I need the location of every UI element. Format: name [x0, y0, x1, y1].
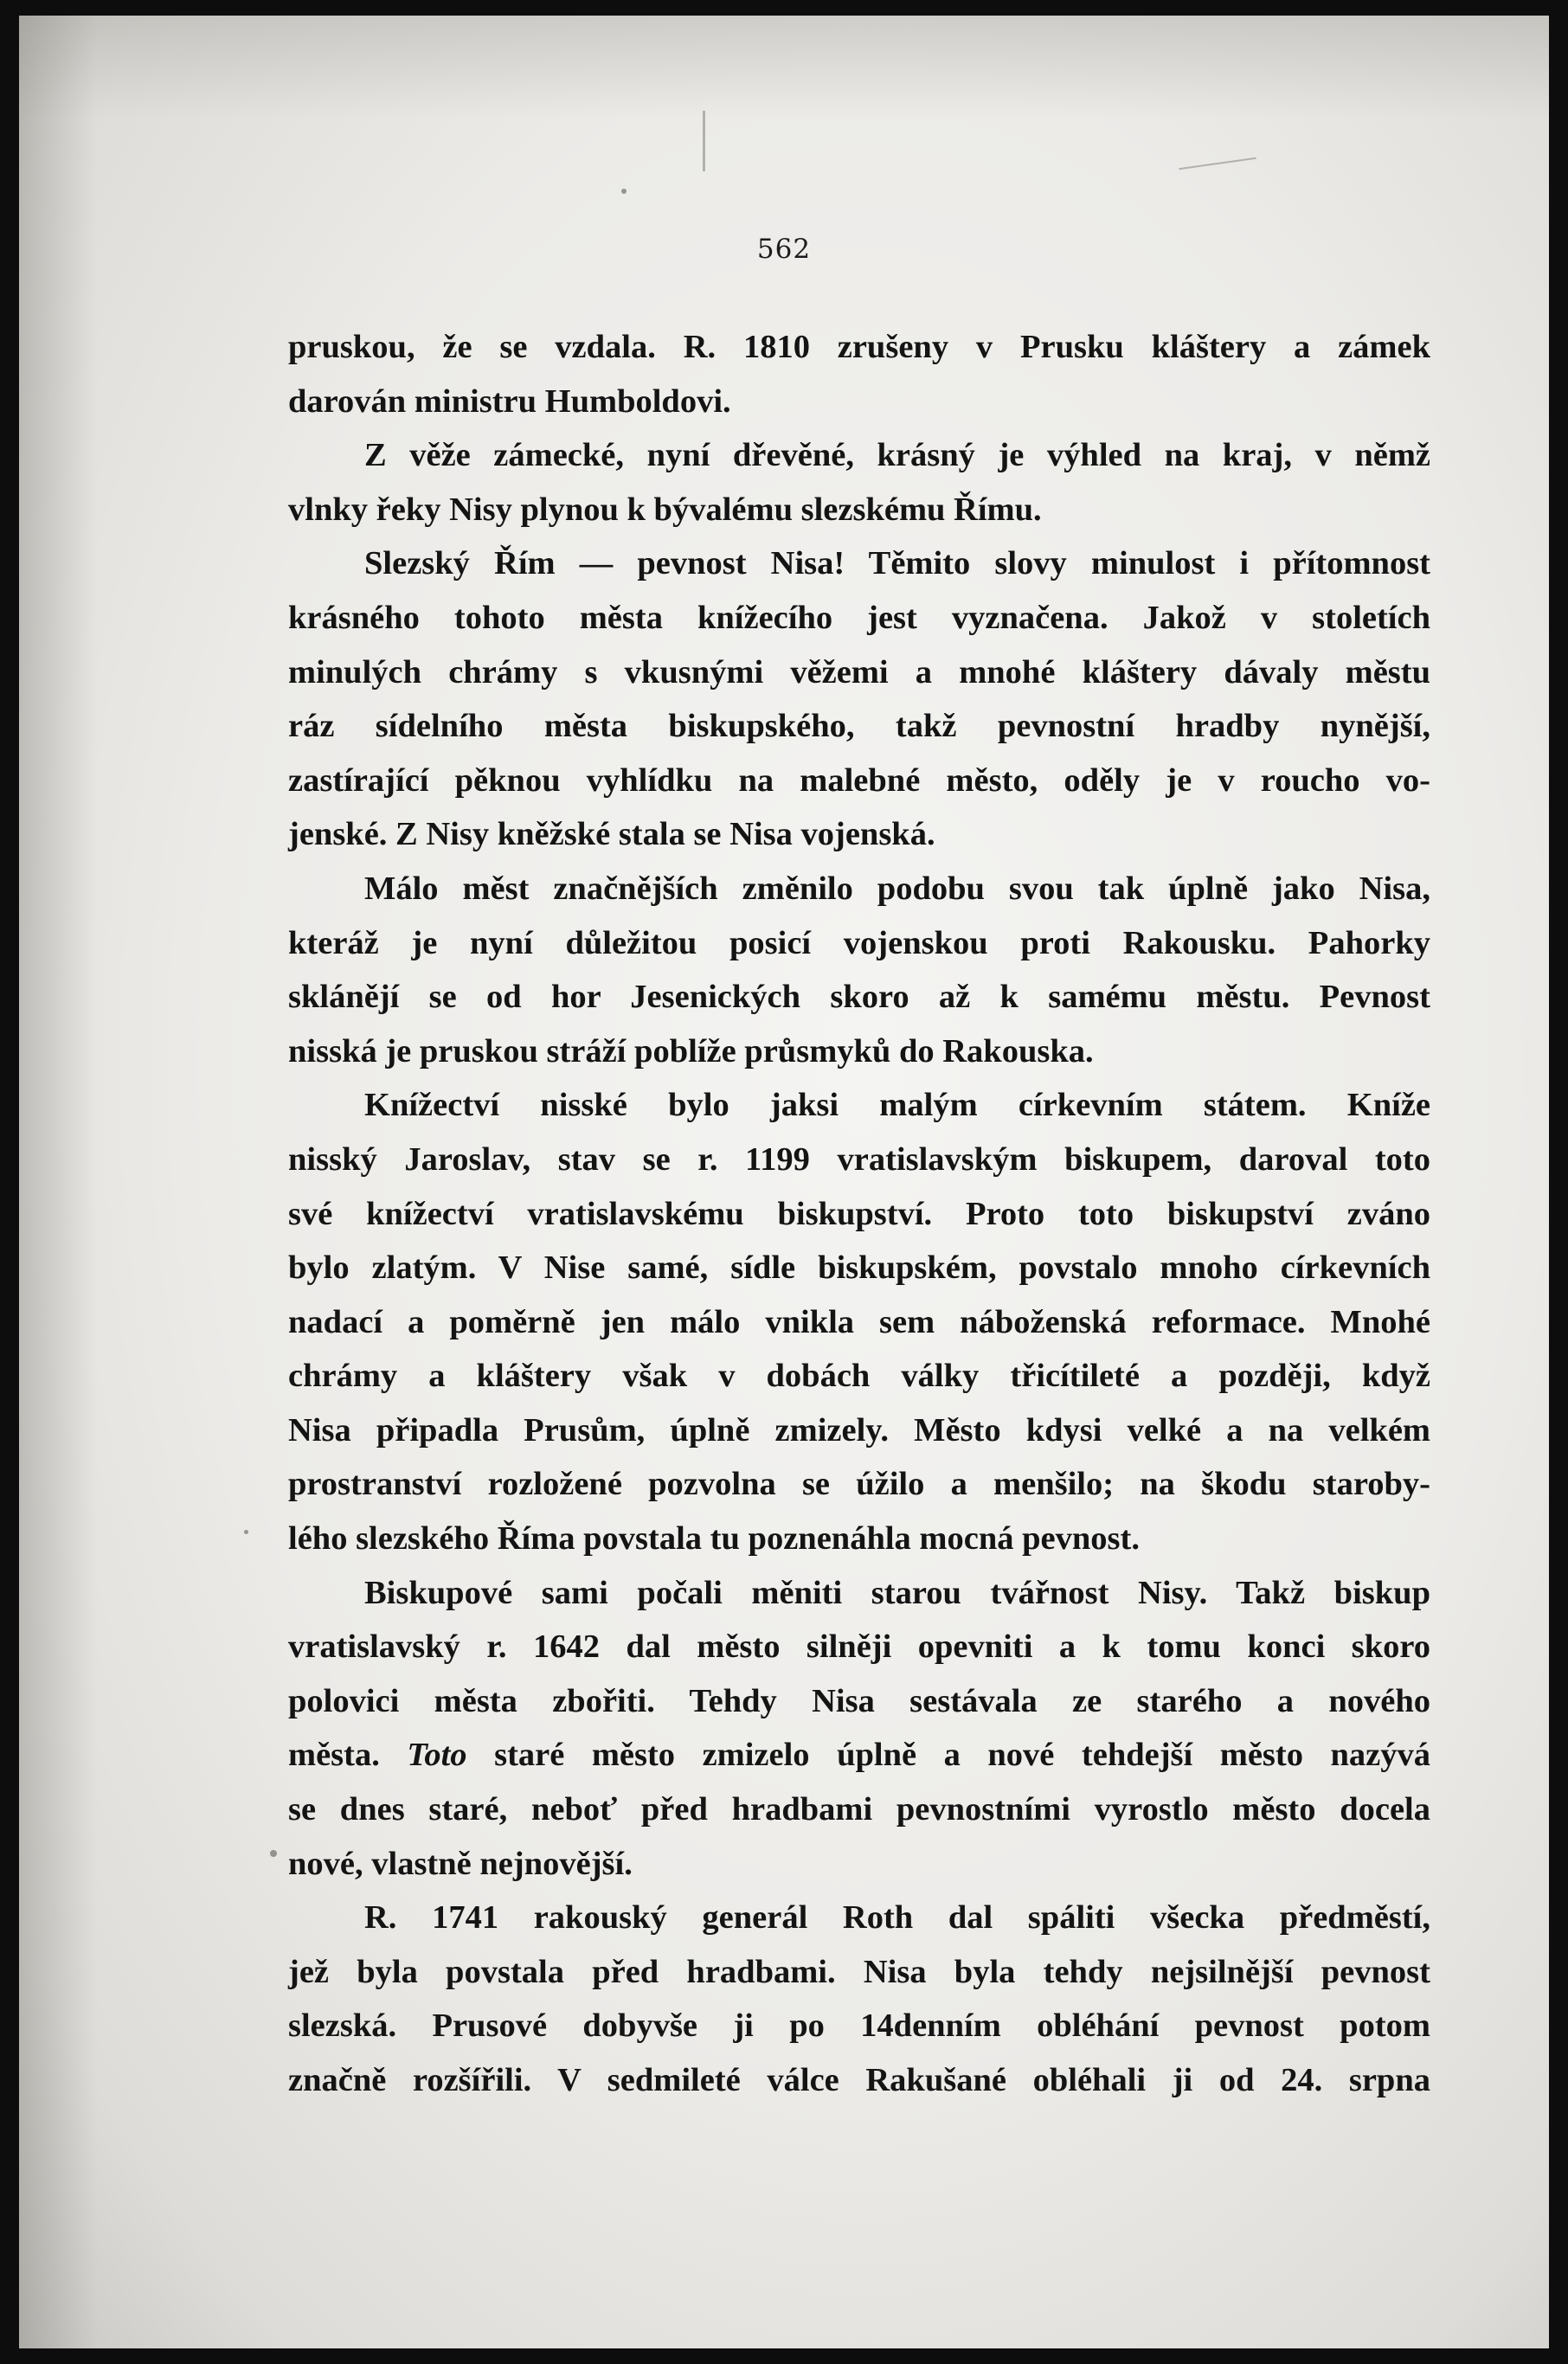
text-line: Nisa připadla Prusům, úplně zmizely. Město kdysi velké a na velkém	[288, 1411, 1430, 1449]
text-line: nisský Jaroslav, stav se r. 1199 vratislavským biskupem, daroval toto	[288, 1140, 1430, 1178]
text-line: nisská je pruskou stráží poblíže průsmyků do Rakouska.	[288, 1032, 1094, 1070]
text-line: Knížectví nisské bylo jaksi malým církevním státem. Kníže	[364, 1087, 1430, 1124]
text-line: jež byla povstala před hradbami. Nisa byla tehdy nejsilnější pevnost	[288, 1953, 1430, 1990]
text-line: Slezský Řím — pevnost Nisa! Těmito slovy minulost i přítomnost	[364, 545, 1430, 582]
scan-speck	[621, 189, 627, 194]
text-line: Málo měst značnějších změnilo podobu svou tak úplně jako Nisa,	[364, 870, 1430, 907]
text-line: jenské. Z Nisy kněžské stala se Nisa vojenská.	[288, 816, 935, 853]
text-line: polovici města zbořiti. Tehdy Nisa sestávala ze starého a nového	[288, 1682, 1430, 1719]
page-number: 562	[756, 234, 812, 265]
text-line: zastírající pěknou vyhlídku na malebné město, oděly je v roucho vo-	[288, 761, 1430, 799]
text-line: slezská. Prusové dobyvše ji po 14denním obléhání pevnost potom	[288, 2007, 1430, 2045]
text-line: vlnky řeky Nisy plynou k bývalému slezskému Římu.	[288, 491, 1042, 528]
italic-word: Toto	[407, 1737, 467, 1774]
text-line: své knížectví vratislavskému biskupství. Proto toto biskupství zváno	[288, 1195, 1430, 1232]
scan-speck	[270, 1850, 277, 1857]
scan-mark	[703, 111, 705, 171]
text-line: nové, vlastně nejnovější.	[288, 1845, 633, 1882]
text-line: značně rozšířili. V sedmileté válce Rakušané obléhali ji od 24. srpna	[288, 2062, 1430, 2098]
page-text	[288, 320, 1430, 2108]
text-line: chrámy a kláštery však v dobách války třicítileté a později, když	[288, 1358, 1430, 1395]
text-line: darován ministru Humboldovi.	[288, 382, 731, 420]
text-line: Biskupové sami počali měniti starou tvářnost Nisy. Takž biskup	[364, 1574, 1430, 1611]
text-line: bylo zlatým. V Nise samé, sídle biskupském, povstalo mnoho církevních	[288, 1249, 1430, 1287]
book-page	[19, 16, 1549, 2348]
scan-speck	[244, 1530, 248, 1534]
scan-mark	[1179, 157, 1256, 170]
text-line: města. Toto staré město zmizelo úplně a nové tehdejší město nazývá	[288, 1737, 1430, 1774]
text-line: krásného tohoto města knížecího jest vyznačena. Jakož v stoletích	[288, 599, 1430, 636]
text-line: vratislavský r. 1642 dal město silněji opevniti a k tomu konci skoro	[288, 1628, 1430, 1666]
text-line: R. 1741 rakouský generál Roth dal spáliti všecka předměstí,	[364, 1899, 1430, 1937]
text-line: sklánějí se od hor Jesenických skoro až k samému městu. Pevnost	[288, 979, 1430, 1016]
text-line: se dnes staré, neboť před hradbami pevnostními vyrostlo město docela	[288, 1791, 1430, 1828]
text-line: lého slezského Říma povstala tu poznenáhla mocná pevnost.	[288, 1520, 1140, 1558]
text-line: kteráž je nyní důležitou posicí vojenskou proti Rakousku. Pahorky	[288, 924, 1430, 961]
text-line: ráz sídelního města biskupského, takž pevnostní hradby nynější,	[288, 708, 1430, 745]
text-line: Z věže zámecké, nyní dřevěné, krásný je výhled na kraj, v němž	[364, 437, 1430, 474]
text-line: nadací a poměrně jen málo vnikla sem náboženská reformace. Mnohé	[288, 1303, 1430, 1340]
text-line: prostranství rozložené pozvolna se úžilo a menšilo; na škodu staroby-	[288, 1466, 1430, 1503]
text-line: minulých chrámy s vkusnými věžemi a mnohé kláštery dávaly městu	[288, 653, 1430, 691]
text-line: pruskou, že se vzdala. R. 1810 zrušeny v Prusku kláštery a zámek	[288, 329, 1430, 365]
